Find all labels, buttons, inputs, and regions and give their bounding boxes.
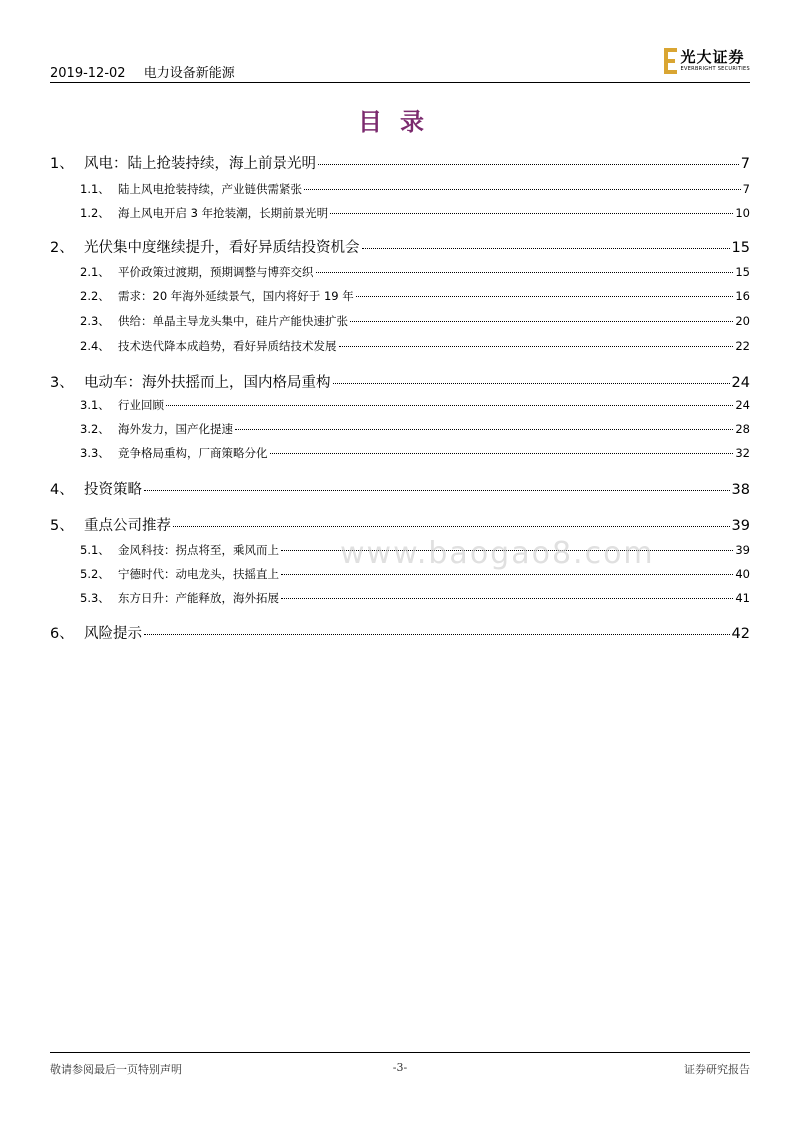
toc-entry-number: 2、 bbox=[50, 240, 74, 256]
toc-entry-page: 16 bbox=[735, 289, 750, 303]
toc-entry-page: 15 bbox=[731, 240, 750, 256]
toc-entry-page: 38 bbox=[731, 482, 750, 498]
toc-entry-number: 3.3、 bbox=[80, 446, 110, 460]
toc-dot-leader bbox=[356, 296, 734, 297]
toc-entry-number: 1.2、 bbox=[80, 206, 110, 220]
toc-entry-label: 需求：20 年海外延续景气，国内将好于 19 年 bbox=[118, 289, 354, 303]
toc-entry-label: 投资策略 bbox=[84, 482, 142, 498]
report-sector: 电力设备新能源 bbox=[143, 66, 235, 81]
toc-dot-leader bbox=[281, 598, 733, 599]
toc-entry-section[interactable] bbox=[50, 288, 750, 304]
toc-entry-page: 28 bbox=[735, 422, 750, 436]
toc-entry-number: 5.1、 bbox=[80, 543, 110, 557]
toc-entry-page: 10 bbox=[735, 206, 750, 220]
toc-dot-leader bbox=[333, 383, 730, 384]
toc-dot-leader bbox=[318, 164, 739, 165]
toc-entry-page: 7 bbox=[742, 182, 750, 196]
toc-dot-leader bbox=[339, 346, 734, 347]
toc-entry-page: 24 bbox=[735, 398, 750, 412]
toc-entry-page: 15 bbox=[735, 265, 750, 279]
toc-dot-leader bbox=[362, 248, 730, 249]
toc-entry-number: 3.2、 bbox=[80, 422, 110, 436]
toc-entry-number: 6、 bbox=[50, 626, 74, 642]
toc-entry-section[interactable] bbox=[50, 313, 750, 329]
toc-entry-chapter[interactable] bbox=[50, 514, 750, 535]
toc-entry-section[interactable] bbox=[50, 338, 750, 354]
toc-entry-chapter[interactable] bbox=[50, 622, 750, 643]
toc-entry-number: 2.1、 bbox=[80, 265, 110, 279]
toc-dot-leader bbox=[144, 634, 730, 635]
toc-entry-page: 40 bbox=[735, 567, 750, 581]
toc-entry-label: 海上风电开启 3 年抢装潮，长期前景光明 bbox=[118, 206, 329, 220]
toc-entry-label: 光伏集中度继续提升，看好异质结投资机会 bbox=[84, 240, 360, 256]
toc-title: 目录 bbox=[358, 108, 442, 136]
toc-entry-label: 重点公司推荐 bbox=[84, 518, 171, 534]
toc-entry-number: 2.2、 bbox=[80, 289, 110, 303]
toc-entry-section[interactable] bbox=[50, 445, 750, 461]
toc-entry-chapter[interactable] bbox=[50, 152, 750, 173]
toc-entry-page: 24 bbox=[731, 375, 750, 391]
watermark: www.baogao8.com bbox=[340, 536, 655, 571]
toc-entry-number: 2.4、 bbox=[80, 339, 110, 353]
toc-entry-section[interactable] bbox=[50, 421, 750, 437]
toc-entry-number: 1、 bbox=[50, 156, 74, 172]
toc-entry-section[interactable] bbox=[50, 205, 750, 221]
logo-text-en: EVERBRIGHT SECURITIES bbox=[680, 66, 750, 72]
report-date: 2019-12-02 bbox=[50, 66, 126, 81]
toc-entry-label: 技术迭代降本成趋势，看好异质结技术发展 bbox=[118, 339, 337, 353]
page-footer bbox=[50, 1052, 750, 1076]
toc-entry-label: 风电：陆上抢装持续，海上前景光明 bbox=[84, 156, 316, 172]
toc-entry-page: 39 bbox=[731, 518, 750, 534]
toc-dot-leader bbox=[144, 490, 730, 491]
toc-entry-page: 42 bbox=[731, 626, 750, 642]
toc-entry-number: 3、 bbox=[50, 375, 74, 391]
toc-entry-page: 41 bbox=[735, 591, 750, 605]
toc-dot-leader bbox=[350, 321, 733, 322]
toc-dot-leader bbox=[316, 272, 734, 273]
toc-entry-number: 5、 bbox=[50, 518, 74, 534]
toc-entry-label: 海外发力，国产化提速 bbox=[118, 422, 233, 436]
toc-entry-number: 5.3、 bbox=[80, 591, 110, 605]
toc-dot-leader bbox=[166, 405, 733, 406]
toc-entry-label: 东方日升：产能释放，海外拓展 bbox=[118, 591, 279, 605]
toc-entry-label: 金风科技：拐点将至，乘风而上 bbox=[118, 543, 279, 557]
toc-entry-number: 4、 bbox=[50, 482, 74, 498]
toc-dot-leader bbox=[281, 574, 733, 575]
toc-entry-chapter[interactable] bbox=[50, 371, 750, 392]
toc-entry-label: 供给：单晶主导龙头集中，硅片产能快速扩张 bbox=[118, 314, 348, 328]
toc-dot-leader bbox=[304, 189, 741, 190]
toc-entry-label: 电动车：海外扶摇而上，国内格局重构 bbox=[84, 375, 331, 391]
toc-dot-leader bbox=[173, 526, 730, 527]
footer-disclaimer: 敬请参阅最后一页特别声明 bbox=[50, 1063, 182, 1076]
toc-entry-chapter[interactable] bbox=[50, 236, 750, 257]
toc-entry-page: 32 bbox=[735, 446, 750, 460]
toc-entry-page: 7 bbox=[740, 156, 750, 172]
toc-entry-label: 风险提示 bbox=[84, 626, 142, 642]
toc-entry-section[interactable] bbox=[50, 264, 750, 280]
toc-dot-leader bbox=[270, 453, 734, 454]
toc-entry-chapter[interactable] bbox=[50, 478, 750, 499]
toc-entry-label: 竞争格局重构，厂商策略分化 bbox=[118, 446, 268, 460]
toc-entry-number: 3.1、 bbox=[80, 398, 110, 412]
header-meta bbox=[50, 62, 249, 81]
toc-entry-page: 22 bbox=[735, 339, 750, 353]
toc-entry-number: 2.3、 bbox=[80, 314, 110, 328]
page-header bbox=[50, 48, 750, 83]
toc-entry-section[interactable] bbox=[50, 397, 750, 413]
toc-entry-label: 平价政策过渡期，预期调整与博弈交织 bbox=[118, 265, 314, 279]
toc-entry-page: 20 bbox=[735, 314, 750, 328]
toc-entry-number: 5.2、 bbox=[80, 567, 110, 581]
logo-text-cn: 光大证券 bbox=[680, 48, 745, 66]
toc-entry-number: 1.1、 bbox=[80, 182, 110, 196]
toc-dot-leader bbox=[235, 429, 733, 430]
toc-entry-label: 行业回顾 bbox=[118, 398, 164, 412]
toc-dot-leader bbox=[330, 213, 733, 214]
everbright-logo bbox=[664, 48, 750, 74]
toc-entry-page: 39 bbox=[735, 543, 750, 557]
toc-entry-label: 宁德时代：动电龙头，扶摇直上 bbox=[118, 567, 279, 581]
footer-report-type: 证券研究报告 bbox=[684, 1063, 750, 1076]
toc-entry-section[interactable] bbox=[50, 590, 750, 606]
toc-entry-label: 陆上风电抢装持续，产业链供需紧张 bbox=[118, 182, 302, 196]
page-number: -3- bbox=[392, 1061, 408, 1074]
toc-entry-section[interactable] bbox=[50, 181, 750, 197]
logo-mark-icon bbox=[664, 48, 677, 74]
